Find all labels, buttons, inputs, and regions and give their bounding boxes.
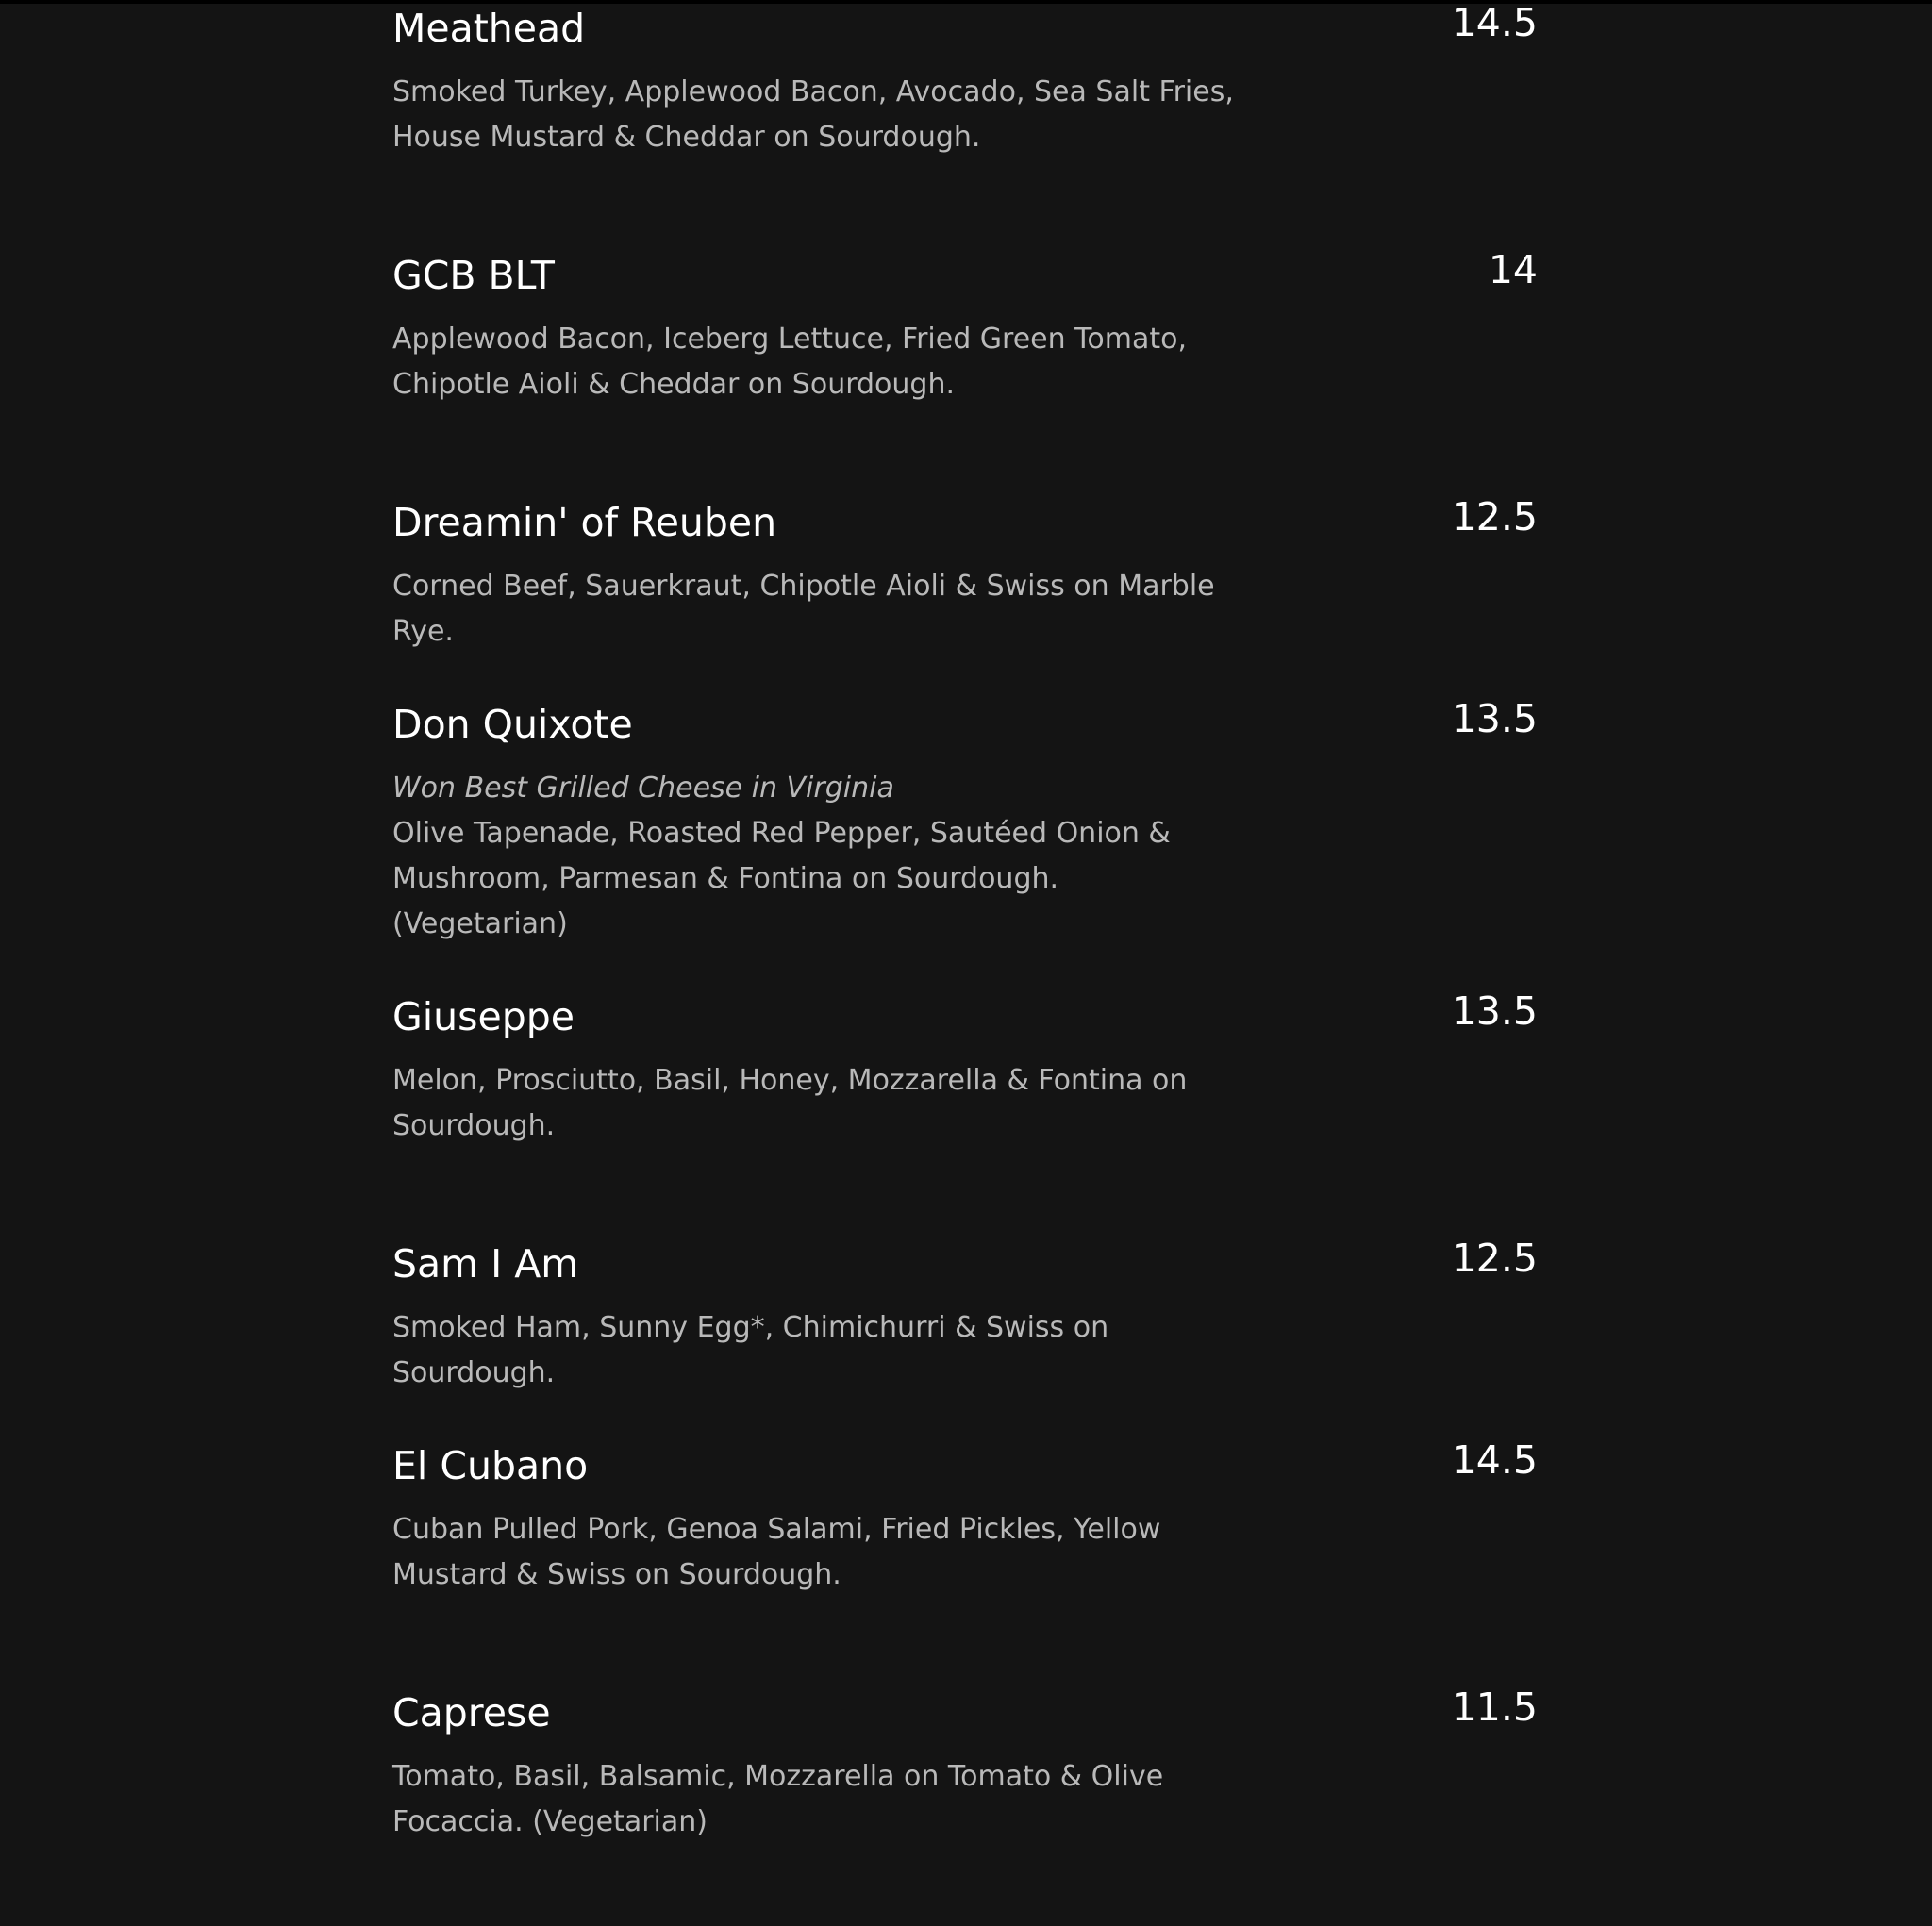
award-note: Won Best Grilled Cheese in Virginia [392,772,894,805]
item-name: El Cubano [392,1443,589,1488]
top-divider [0,0,1932,4]
item-price: 14 [1488,247,1538,292]
item-description: Melon, Prosciutto, Basil, Honey, Mozzarella & Fontina on Sourdough. [392,1064,1188,1142]
item-description: Smoked Turkey, Applewood Bacon, Avocado, Sea Salt Fries, House Mustard & Cheddar on Sourdough. [392,75,1234,154]
item-description: Smoked Ham, Sunny Egg*, Chimichurri & Swiss on Sourdough. [392,1311,1109,1389]
item-name: Dreamin' of Reuben [392,500,777,545]
item-price: 14.5 [1451,1437,1538,1483]
item-price: 14.5 [1451,0,1538,45]
item-description: Cuban Pulled Pork, Genoa Salami, Fried Pickles, Yellow Mustard & Swiss on Sourdough. [392,1513,1161,1591]
item-description: Corned Beef, Sauerkraut, Chipotle Aioli & Swiss on Marble Rye. [392,570,1215,648]
item-body [392,1754,1241,1845]
item-price: 13.5 [1451,696,1538,741]
item-name: Meathead [392,6,586,51]
item-name: Caprese [392,1690,551,1735]
item-price: 13.5 [1451,988,1538,1034]
item-body [392,766,1241,947]
item-price: 12.5 [1451,1236,1538,1281]
item-description: Applewood Bacon, Iceberg Lettuce, Fried Green Tomato, Chipotle Aioli & Cheddar on Sourdough. [392,323,1188,401]
item-description: Olive Tapenade, Roasted Red Pepper, Sautéed Onion & Mushroom, Parmesan & Fontina on Sourdough. (Vegetarian) [392,817,1171,940]
item-body [392,317,1241,407]
item-body [392,1058,1241,1149]
item-price: 12.5 [1451,494,1538,540]
item-name: GCB BLT [392,253,555,298]
item-body [392,1507,1241,1598]
item-price: 11.5 [1451,1685,1538,1730]
item-name: Sam I Am [392,1241,579,1287]
item-body [392,564,1260,655]
item-body [392,1305,1260,1396]
item-name: Giuseppe [392,994,575,1039]
item-name: Don Quixote [392,702,633,747]
item-description: Tomato, Basil, Balsamic, Mozzarella on Tomato & Olive Focaccia. (Vegetarian) [392,1760,1164,1838]
item-body [392,70,1241,160]
